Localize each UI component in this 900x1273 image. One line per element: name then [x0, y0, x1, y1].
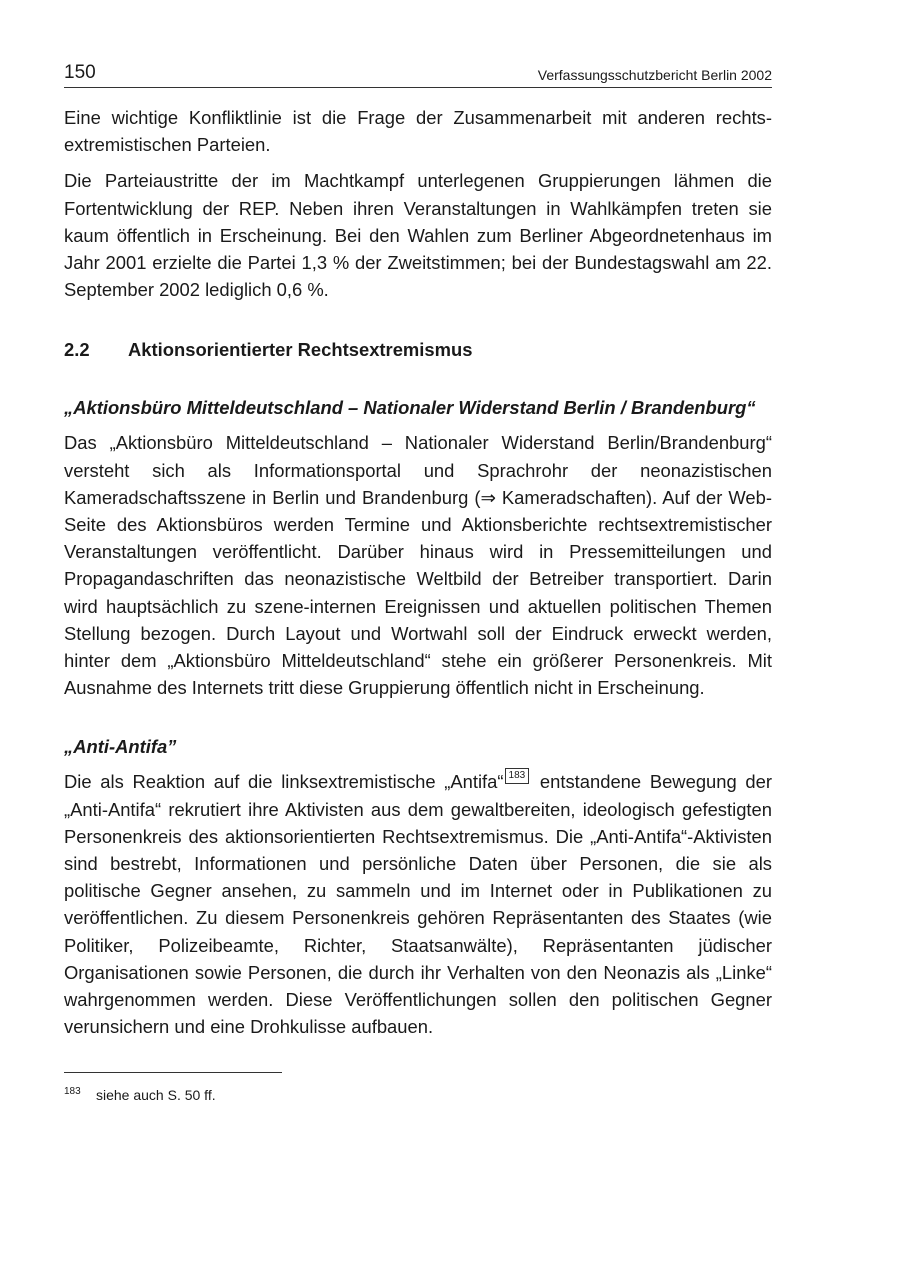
section-heading — [64, 336, 772, 363]
section-title: Aktionsorientierter Rechtsextremismus — [128, 339, 473, 361]
paragraph-konfliktlinie: Eine wichtige Konfliktlinie ist die Frage der Zusammenarbeit mit anderen rechtsextremistischen Parteien. — [64, 107, 772, 156]
paragraph-aktionsbuero: Das „Aktionsbüro Mitteldeutschland – Nationaler Widerstand Berlin/Brandenburg“ versteht sich als Informationsportal und Sprachrohr der neonazistischen Kameradschaftsszene in Berlin und Brandenburg (⇒ Kameradschaften). Auf der Web-Seite des Aktionsbüros werden Termine und Aktionsberichte rechtsextremistischer Veranstaltungen veröffentlicht. Darüber hinaus wird in Pressemitteilungen und Propagandaschriften das neonazistische Weltbild der Betreiber transportiert. Darin wird hauptsächlich zu szene-internen Ereignissen und aktuellen politischen Themen Stellung bezogen. Durch Layout und Wortwahl soll der Eindruck erweckt werden, hinter dem „Aktionsbüro Mitteldeutschland“ stehe ein größerer Personenkreis. Mit Ausnahme des Internets tritt diese Gruppierung öffentlich nicht in Erscheinung. — [64, 432, 772, 699]
running-header — [64, 60, 772, 88]
running-title: Verfassungsschutzbericht Berlin 2002 — [537, 67, 772, 83]
paragraph-anti-antifa — [64, 768, 772, 1040]
paragraph-parteiaustritte: Die Parteiaustritte der im Machtkampf unterlegenen Gruppierungen lähmen die Fortentwicklung der REP. Neben ihren Veranstaltungen in Wahlkämpfen treten sie kaum öffentlich in Erscheinung. Bei den Wahlen zum Berliner Abgeordnetenhaus im Jahr 2001 erzielte die Partei 1,3 % der Zweitstimmen; bei der Bundestagswahl am 22. September 2002 lediglich 0,6 %. — [64, 170, 772, 301]
document-page — [64, 60, 772, 1104]
anti-antifa-text-rest: entstandene Bewegung der „Anti-Antifa“ rekrutiert ihre Aktivisten aus dem gewaltbereiten, ideologisch gefestigten Personenkreis des aktionsorientierten Rechtsextremismus. Die „Anti-Antifa“-Aktivisten sind bestrebt, Informationen und persönliche Daten über Personen, die sie als politische Gegner ansehen, zu sammeln und im Internet oder in Publikationen zu veröffentlichen. Zu diesem Personenkreis gehören Repräsentanten des Staates (wie Politiker, Polizeibeamte, Richter, Staatsanwälte), Repräsentanten jüdischer Organisationen sowie Personen, die durch ihr Verhalten von den Neonazis als „Linke“ wahrgenommen werden. Diese Veröffentlichungen sollen den politischen Gegner verunsichern und eine Drohkulisse aufbauen. — [64, 771, 772, 1038]
subheading-aktionsbuero: „Aktionsbüro Mitteldeutschland – Nationaler Widerstand Berlin / Brandenburg“ — [64, 397, 756, 419]
footnote-reference-link[interactable]: 183 — [505, 768, 530, 784]
footnote — [64, 1086, 772, 1104]
section-number: 2.2 — [64, 339, 90, 361]
anti-antifa-text-start: Die als Reaktion auf die linksextremistische „Antifa“ — [64, 771, 504, 793]
subheading-anti-antifa: „Anti-Antifa” — [64, 736, 177, 758]
page-number: 150 — [64, 62, 96, 83]
footnote-divider — [64, 1072, 282, 1073]
footnote-text: siehe auch S. 50 ff. — [96, 1087, 216, 1104]
footnote-number: 183 — [64, 1086, 81, 1098]
